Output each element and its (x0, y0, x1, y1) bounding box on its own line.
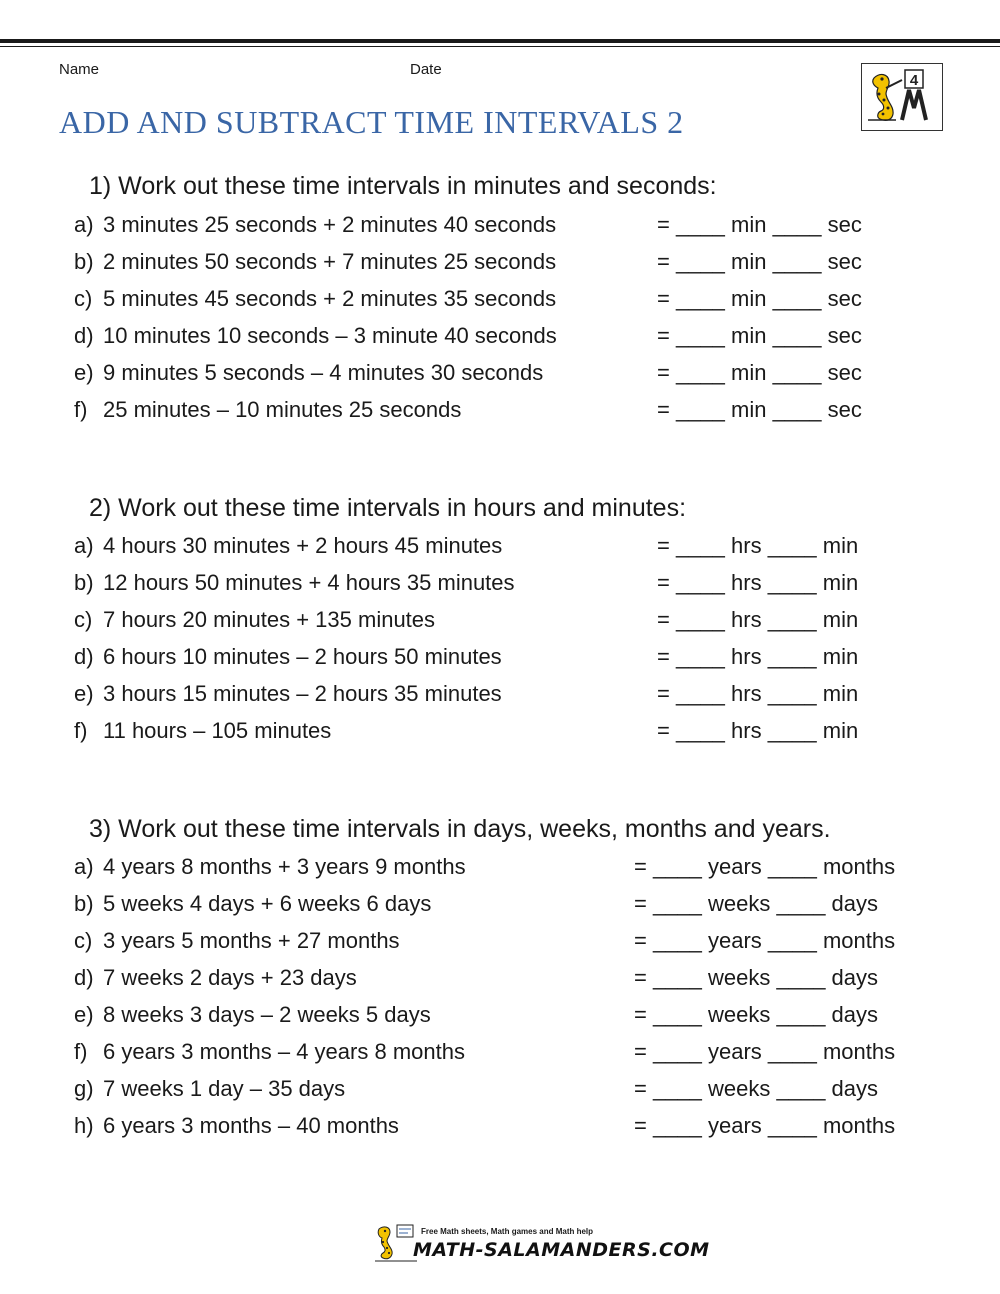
question-2a (74, 533, 934, 567)
question-expression: 3 hours 15 minutes – 2 hours 35 minutes (103, 681, 502, 706)
section-3-heading: 3) Work out these time intervals in days, weeks, months and years. (89, 815, 831, 843)
question-1d (74, 323, 934, 357)
question-expression: 3 years 5 months + 27 months (103, 928, 400, 953)
question-letter: a) (74, 854, 94, 879)
question-expression: 10 minutes 10 seconds – 3 minute 40 seconds (103, 323, 557, 348)
answer-blank: = ____ weeks ____ days (634, 1076, 879, 1101)
question-letter: c) (74, 928, 93, 953)
question-letter: e) (74, 681, 94, 706)
question-expression: 8 weeks 3 days – 2 weeks 5 days (103, 1002, 431, 1027)
question-3h (74, 1113, 934, 1147)
answer-blank: = ____ years ____ months (634, 1113, 896, 1138)
question-3b (74, 891, 934, 925)
top-rule (0, 39, 1000, 43)
question-letter: d) (74, 965, 94, 990)
question-3e (74, 1002, 934, 1036)
question-expression: 4 hours 30 minutes + 2 hours 45 minutes (103, 533, 503, 558)
question-3d (74, 965, 934, 999)
question-letter: a) (74, 212, 94, 237)
question-1e (74, 360, 934, 394)
answer-blank: = ____ hrs ____ min (657, 644, 859, 669)
question-letter: f) (74, 1039, 88, 1064)
question-letter: c) (74, 607, 93, 632)
question-expression: 5 weeks 4 days + 6 weeks 6 days (103, 891, 432, 916)
grade-badge: 4 (909, 72, 919, 89)
answer-blank: = ____ hrs ____ min (657, 681, 859, 706)
question-expression: 25 minutes – 10 minutes 25 seconds (103, 397, 462, 422)
question-letter: f) (74, 397, 88, 422)
question-3c (74, 928, 934, 962)
answer-blank: = ____ min ____ sec (657, 360, 862, 385)
question-letter: a) (74, 533, 94, 558)
question-expression: 7 weeks 1 day – 35 days (103, 1076, 346, 1101)
name-label: Name (59, 61, 100, 78)
question-expression: 2 minutes 50 seconds + 7 minutes 25 seconds (103, 249, 557, 274)
question-expression: 11 hours – 105 minutes (103, 718, 332, 743)
question-letter: b) (74, 570, 94, 595)
question-expression: 3 minutes 25 seconds + 2 minutes 40 seconds (103, 212, 557, 237)
question-3g (74, 1076, 934, 1110)
question-expression: 7 weeks 2 days + 23 days (103, 965, 357, 990)
question-1a (74, 212, 934, 246)
answer-blank: = ____ min ____ sec (657, 397, 862, 422)
answer-blank: = ____ years ____ months (634, 1039, 896, 1064)
question-2f (74, 718, 934, 752)
question-expression: 6 hours 10 minutes – 2 hours 50 minutes (103, 644, 502, 669)
answer-blank: = ____ min ____ sec (657, 286, 862, 311)
page-title: ADD AND SUBTRACT TIME INTERVALS 2 (59, 104, 684, 140)
question-expression: 6 years 3 months – 4 years 8 months (103, 1039, 465, 1064)
answer-blank: = ____ weeks ____ days (634, 965, 879, 990)
answer-blank: = ____ hrs ____ min (657, 607, 859, 632)
question-letter: d) (74, 644, 94, 669)
question-1b (74, 249, 934, 283)
section-1-heading: 1) Work out these time intervals in minutes and seconds: (89, 172, 717, 200)
question-expression: 4 years 8 months + 3 years 9 months (103, 854, 466, 879)
answer-blank: = ____ hrs ____ min (657, 570, 859, 595)
question-3a (74, 854, 934, 888)
section-2-heading: 2) Work out these time intervals in hours and minutes: (89, 494, 687, 522)
question-2b (74, 570, 934, 604)
grade-logo (861, 63, 943, 131)
question-1f (74, 397, 934, 431)
answer-blank: = ____ min ____ sec (657, 212, 862, 237)
question-letter: e) (74, 360, 94, 385)
question-2c (74, 607, 934, 641)
question-3f (74, 1039, 934, 1073)
question-1c (74, 286, 934, 320)
question-expression: 9 minutes 5 seconds – 4 minutes 30 seconds (103, 360, 544, 385)
footer-tagline: Free Math sheets, Math games and Math help (421, 1227, 594, 1236)
answer-blank: = ____ weeks ____ days (634, 891, 879, 916)
question-letter: e) (74, 1002, 94, 1027)
question-letter: b) (74, 249, 94, 274)
answer-blank: = ____ weeks ____ days (634, 1002, 879, 1027)
answer-blank: = ____ hrs ____ min (657, 533, 859, 558)
answer-blank: = ____ years ____ months (634, 928, 896, 953)
answer-blank: = ____ hrs ____ min (657, 718, 859, 743)
date-label: Date (410, 61, 442, 78)
question-2e (74, 681, 934, 715)
answer-blank: = ____ min ____ sec (657, 249, 862, 274)
question-expression: 7 hours 20 minutes + 135 minutes (103, 607, 436, 632)
answer-blank: = ____ years ____ months (634, 854, 896, 879)
question-2d (74, 644, 934, 678)
footer-brand: MATH-SALAMANDERS.COM (413, 1239, 710, 1261)
question-expression: 5 minutes 45 seconds + 2 minutes 35 seconds (103, 286, 557, 311)
question-letter: b) (74, 891, 94, 916)
question-letter: d) (74, 323, 94, 348)
question-letter: f) (74, 718, 88, 743)
question-letter: g) (74, 1076, 94, 1101)
question-expression: 6 years 3 months – 40 months (103, 1113, 399, 1138)
answer-blank: = ____ min ____ sec (657, 323, 862, 348)
question-letter: h) (74, 1113, 94, 1138)
question-expression: 12 hours 50 minutes + 4 hours 35 minutes (103, 570, 515, 595)
salamander-teacher-icon (862, 64, 941, 129)
footer-logo (373, 1223, 710, 1265)
top-rule-thin (0, 46, 1000, 47)
question-letter: c) (74, 286, 93, 311)
